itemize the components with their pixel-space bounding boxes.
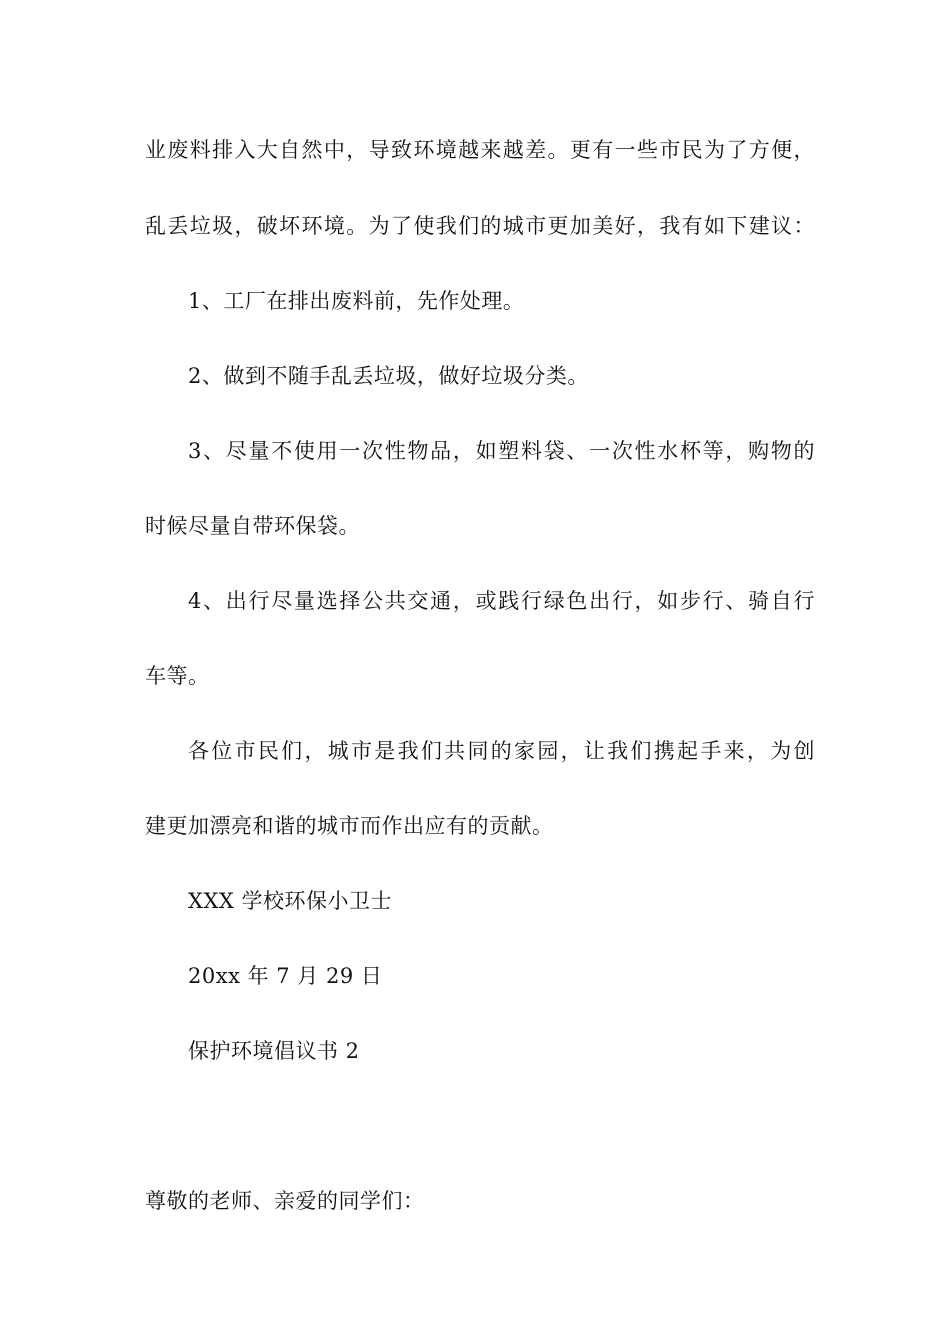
suggestion-1: 1、工厂在排出废料前，先作处理。 — [188, 289, 525, 313]
suggestion-3-line-1: 3、尽量不使用一次性物品，如塑料袋、一次性水杯等，购物的 — [188, 439, 815, 463]
closing-line-2: 建更加漂亮和谐的城市而作出应有的贡献。 — [145, 814, 554, 838]
salutation: 尊敬的老师、亲爱的同学们： — [145, 1189, 425, 1213]
date: 20xx 年 7 月 29 日 — [188, 964, 383, 988]
suggestion-4-line-1: 4、出行尽量选择公共交通，或践行绿色出行，如步行、骑自行 — [188, 589, 815, 613]
closing-line-1: 各位市民们，城市是我们共同的家园，让我们携起手来，为创 — [188, 739, 815, 763]
suggestion-2: 2、做到不随手乱丢垃圾，做好垃圾分类。 — [188, 364, 589, 388]
section-title: 保护环境倡议书 2 — [188, 1039, 360, 1063]
suggestion-4-line-2: 车等。 — [145, 664, 210, 688]
paragraph-line-1: 业废料排入大自然中，导致环境越来越差。更有一些市民为了方便， — [145, 138, 815, 162]
suggestion-3-line-2: 时候尽量自带环保袋。 — [145, 514, 360, 538]
paragraph-line-2: 乱丢垃圾，破坏环境。为了使我们的城市更加美好，我有如下建议： — [145, 214, 815, 238]
signature: XXX 学校环保小卫士 — [188, 889, 393, 913]
